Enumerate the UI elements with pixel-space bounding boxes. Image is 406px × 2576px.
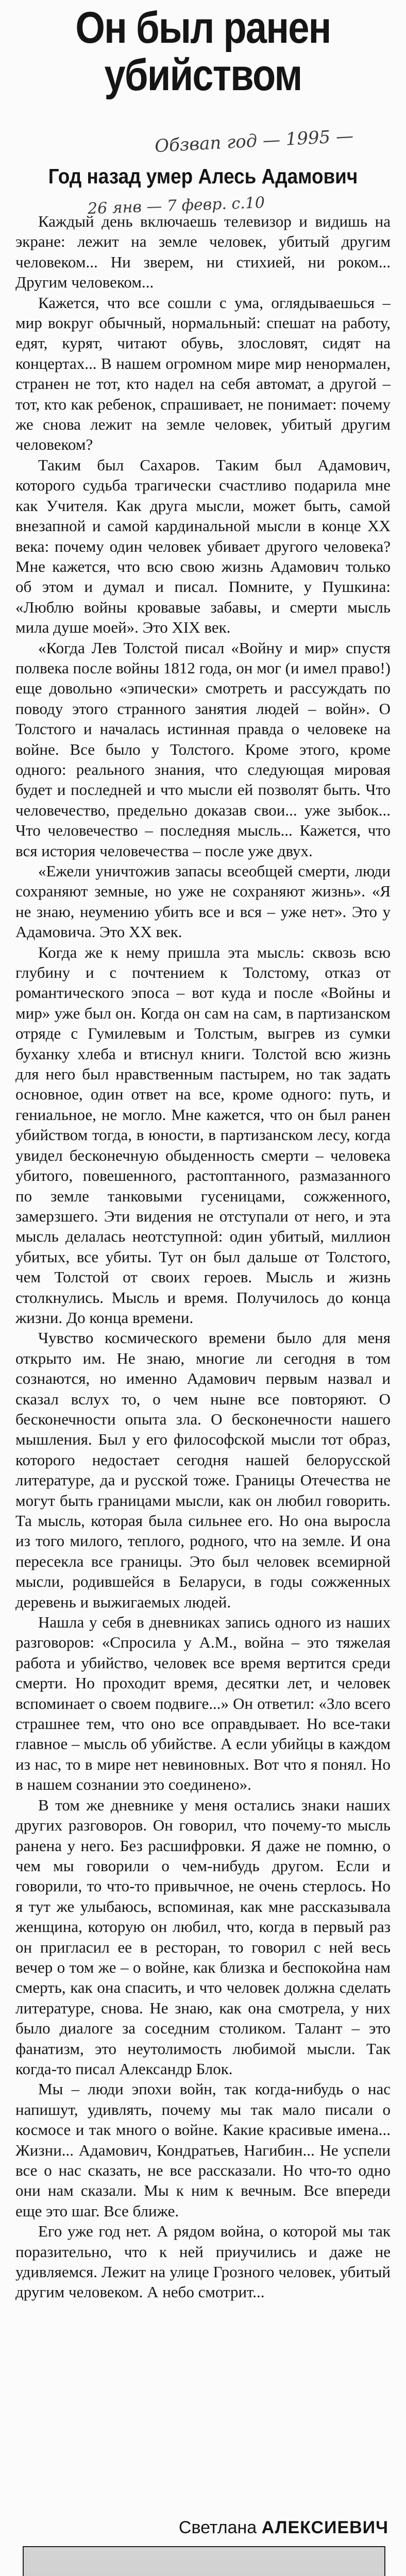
article-paragraph: Нашла у себя в дневниках запись одного из наших разговоров: «Спросила у А.М., война – это тяжелая работа и убийство, человек все время вертится среди смерти. Но проходит время, десятки лет, и человек вспоминает о своем подвиге...» Он ответил: «Зло всего страшнее тем, что оно все оправдывает. Но все-таки главное – мысль об убийстве. А если убийцы в каждом из нас, то в мире нет невиновных. Вот что я понял. Но в нашем сознании это соединено». xyxy=(15,1613,391,1794)
author-portrait-photo xyxy=(23,2546,385,2576)
article-paragraph: «Когда Лев Толстой писал «Войну и мир» спустя полвека после войны 1812 года, он мог (и имел право!) еще довольно «эпически» смотреть и рассуждать по поводу этого странного занятия людей – войн». О Толстого и началась истинная правда о человеке на войне. Все было у Толстого. Кроме этого, кроме одного: реального знания, что следующая мировая будет и последней и что мысли ей позволят быть. Что человечество, предельно доказав свои... уже зыбок... Что человечество – последняя мысль... Кажется, что вся история человечества – после уже двух. xyxy=(15,638,391,860)
article-paragraph: Чувство космического времени было для меня открыто им. Не знаю, многие ли сегодня в том сознаются, но именно Адамович первым назвал и сказал вслух то, о чем ныне все повторяют. О бесконечности опыта зла. О бесконечности нашего мышления. Был у его философской мысли тот образ, которого недостает сегодня нашей белорусской литературе, да и русской тоже. Границы Отечества не могут быть границами мысли, как он любил говорить. Та мысль, которая была сильнее его. Но она выросла из того милого, теплого, родного, что на земле. И она пересекла все границы. Это был человек всемирной мысли, родившейся в Беларуси, в годы сожженных деревень и выжигаемых людей. xyxy=(15,1329,391,1611)
handwritten-note-date: Обзвап год — 1995 — xyxy=(154,125,354,157)
handwritten-note-issue: 26 янв — 7 февр. с.10 xyxy=(87,194,265,218)
headline-line-1: Он был ранен xyxy=(75,3,331,53)
article-paragraph: Когда же к нему пришла эта мысль: сквозь всю глубину и с почтением к Толстому, отказ от романтического эпоса – вот куда и после «Войны и мир» уже был он. Когда он сам на сам, в партизанском отряде с Гумилевым и Толстым, выгрев из сумки буханку хлеба и втиснул книги. Толстой всю жизнь для него был нравственным пастырем, но так задать основное, один ответ на все, кроме одного: путь, и гениальное, не могло. Мне кажется, что он был ранен убийством тогда, в юности, в партизанском лесу, когда увидел бесконечную обыденность смерти – человека убитого, повешенного, растоптанного, размазанного по земле танковыми гусеницами, сожженного, замерзшего. Эти видения не отступали от него, и эта мысль делалась неотступной: один убитый, миллион убитых, все убиты. Тут он был дальше от Толстого, чем Толстой от своих героев. Мысль и жизнь столкнулись. Мысль и время. Получилось до конца жизни. До конца времени. xyxy=(15,943,391,1327)
article-body xyxy=(15,211,391,2488)
headline-line-2: убийством xyxy=(104,50,302,100)
subheadline: Год назад умер Алесь Адамович xyxy=(48,164,358,188)
author-first-name: Светлана xyxy=(178,2518,257,2537)
author-last-name: АЛЕКСИЕВИЧ xyxy=(261,2518,388,2537)
portrait-image xyxy=(24,2547,384,2576)
article-paragraph: Таким был Сахаров. Таким был Адамович, которого судьба трагически счастливо подарила мне как Учителя. Как друга мысли, может быть, самой внезапной и самой кардинальной мысли в конце XX века: почему один человек убивает другого человека? Мне кажется, что всю свою жизнь Адамович только об этом и думал и писал. Помните, у Пушкина: «Люблю войны кровавые забавы, и смерти мысль мила душе моей». Это XIX век. xyxy=(15,455,391,637)
article-paragraph: «Ежели уничтожив запасы всеобщей смерти, люди сохраняют земные, но уже не сохраняют жизнь». «Я не знаю, неумению убить все и вся – уже нет». Это у Адамовича. Это XX век. xyxy=(15,862,391,941)
article-paragraph: Мы – люди эпохи войн, так когда-нибудь о нас напишут, удивлять, почему мы так мало писали о космосе и так много о войне. Какие красивые имена... Жизни... Адамович, Кондратьев, Нагибин... Не успели все о нас сказать, не все рассказали. Но что-то одно они нам сказали. Мы к ним к вечным. Все впереди еще это шаг. Все ближе. xyxy=(15,2080,391,2220)
article-paragraph: Его уже год нет. А рядом война, о которой мы так поразительно, что к ней приучились и даже не удивляемся. Лежит на улице Грозного человек, убитый другим человеком. А небо смотрит... xyxy=(15,2222,391,2301)
article-paragraph: Каждый день включаешь телевизор и видишь на экране: лежит на земле человек, убитый другим человеком... Ни зверем, ни стихией, ни роком... Другим человеком... xyxy=(15,212,391,292)
headline xyxy=(45,4,361,99)
author-byline xyxy=(179,2518,388,2538)
article-paragraph: Кажется, что все сошли с ума, оглядываешься – мир вокруг обычный, нормальный: спешат на работу, едят, курят, читают обувь, злословят, сидят на концертах... В нашем огромном мире мир ненормален, странен не тот, кто надел на себя автомат, а другой – тот, кто как ребенок, спрашивает, не понимает: почему же снова лежит на земле человек, убитый другим человеком? xyxy=(15,293,391,454)
article-paragraph: В том же дневнике у меня остались знаки наших других разговоров. Он говорил, что почему-то мысль ранена у него. Без расшифровки. Я даже не помню, о чем мы говорили о чем-нибудь другом. Если и говорили, то что-то привычное, не очень стерлось. Но я тут же улыбаюсь, вспоминая, как мне рассказывала женщина, которую он любил, что, когда в первый раз он пригласил ее в ресторан, то говорил с ней весь вечер о том же – о войне, как близка и беспокойна нам смерть, как она спасить, и что человек должна сделать литературе, снова. Не знаю, как она смотрела, у них было диалоге за соседним столиком. Талант – это фанатизм, это неутолимость любимой мысли. Так когда-то писал Александр Блок. xyxy=(15,1795,391,2078)
